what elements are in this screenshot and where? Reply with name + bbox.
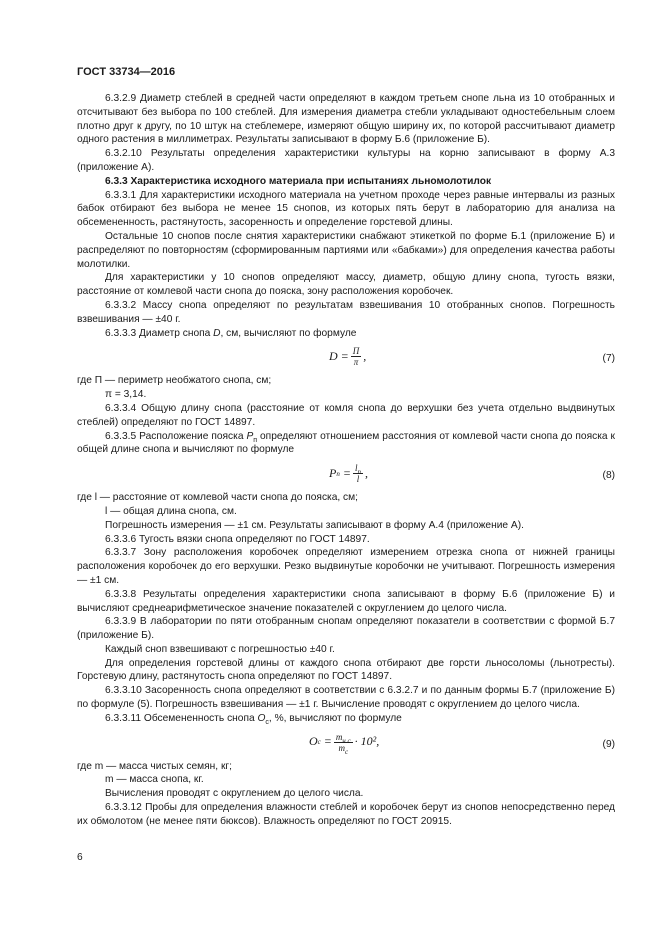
document-body bbox=[77, 92, 615, 829]
paragraph-handful-length: Для определения горстевой длины от каждого снопа отбирают две горсти льносоломы (льнотресты). Горстевую длину, растянутость снопа определяют по ГОСТ 14897. bbox=[77, 657, 615, 683]
formula-9-number: (9) bbox=[602, 738, 615, 750]
clause-6-3-3-4: 6.3.3.4 Общую длину снопа (расстояние от комля снопа до верхушки без учета отдельно выдвинутых стеблей) определяют по ГОСТ 14897. bbox=[77, 402, 615, 428]
clause-6-3-3-8: 6.3.3.8 Результаты определения характеристики снопа записывают в форму Б.6 (приложение Б) и вычисляют среднеарифметическое значение показателей с округлением до целого числа. bbox=[77, 588, 615, 614]
formula-8-number: (8) bbox=[602, 470, 615, 482]
where-8-b: l — общая длина снопа, см. bbox=[105, 505, 237, 517]
formula-7-expression: D = $\frac{П}{\pi}$ , bbox=[329, 346, 367, 368]
paragraph-measurement-error: Погрешность измерения — ±1 см. Результаты записывают в форму А.4 (приложение А). bbox=[105, 519, 524, 531]
formula-7-number: (7) bbox=[602, 353, 615, 365]
clause-6-3-3-1: 6.3.3.1 Для характеристики исходного материала на учетном проходе через равные интервалы из разных бабок отбирают без выбора не менее 15 снопов, из которых пять берут в лабораторию для анализа на обсемененность, растянутость, засоренность и определение горстевой длины. bbox=[77, 189, 615, 229]
page-number: 6 bbox=[77, 852, 83, 863]
clause-6-3-3-3: 6.3.3.3 Диаметр снопа D, см, вычисляют по формуле bbox=[105, 327, 357, 339]
where-8-a: где l — расстояние от комлевой части снопа до пояска, см; bbox=[77, 492, 358, 504]
clause-6-3-3-5: 6.3.3.5 Расположение пояска $P_п$ определяют отношением расстояния от комлевой части снопа до пояска к общей длине снопа и вычисляют по формуле bbox=[77, 430, 615, 456]
paragraph-sheaf-weighing: Каждый сноп взвешивают с погрешностью ±40 г. bbox=[105, 643, 335, 655]
paragraph-characteristics: Для характеристики у 10 снопов определяют массу, диаметр, общую длину снопа, тугость вязки, расстояние от комлевой части снопа до пояска, зону расположения коробочек. bbox=[77, 272, 615, 298]
where-9-b: m — масса снопа, кг. bbox=[105, 774, 204, 786]
formula-9-expression: O с = $\frac{m_{ч.с}}{m_с}$ · 10², bbox=[309, 731, 380, 756]
where-9-a: где m — масса чистых семян, кг; bbox=[77, 760, 232, 772]
clause-6-3-3-9: 6.3.3.9 В лаборатории по пяти отобранным снопам определяют показатели в соответствии с формой Б.7 (приложение Б). bbox=[77, 616, 615, 642]
where-7-a: где П — периметр необжатого снопа, см; bbox=[77, 375, 272, 387]
clause-6-3-3-2: 6.3.3.2 Массу снопа определяют по результатам взвешивания 10 отобранных снопов. Погрешность взвешивания — ±40 г. bbox=[77, 299, 615, 325]
formula-8-expression: P п = $\frac{l_п}{l}$ , bbox=[329, 463, 368, 485]
paragraph-rounding: Вычисления проводят с округлением до целого числа. bbox=[105, 788, 364, 800]
clause-6-3-2-9: 6.3.2.9 Диаметр стеблей в средней части определяют в каждом третьем снопе льна из 10 отобранных и отсчитывают без выбора по 100 стеблей. Для измерения диаметра стебли укладывают одностебельным слоем плотно друг к другу, по 10 штук на стеблемере, измеряют общую ширину их, по которой рассчитывают диаметр одного растения в миллиметрах. Результаты записывают в форму Б.6 (приложение Б). bbox=[77, 93, 615, 146]
where-7-b: π = 3,14. bbox=[105, 389, 147, 401]
formula-7 bbox=[77, 342, 615, 372]
formula-9 bbox=[77, 728, 615, 758]
clause-6-3-3-11: 6.3.3.11 Обсемененность снопа $O_с$, %, вычисляют по формуле bbox=[105, 712, 402, 726]
clause-6-3-3-6: 6.3.3.6 Тугость вязки снопа определяют по ГОСТ 14897. bbox=[105, 533, 370, 545]
clause-6-3-2-10: 6.3.2.10 Результаты определения характеристики культуры на корню записывают в форму А.3 (приложение А). bbox=[77, 148, 615, 173]
clause-6-3-3-7: 6.3.3.7 Зону расположения коробочек определяют измерением отрезка снопа от нижней границы расположения коробочек до его верхушки. Резко выдвинутые коробочки не учитывают. Погрешность измерения — ±1 см. bbox=[77, 547, 615, 586]
clause-6-3-3-10: 6.3.3.10 Засоренность снопа определяют в соответствии с 6.3.2.7 и по данным формы Б.7 (приложение Б) по формуле (5). Погрешность взвешивания — ±1 г. Вычисление проводят с округлением до целого числа. bbox=[77, 685, 615, 711]
formula-8 bbox=[77, 459, 615, 489]
clause-6-3-3-12: 6.3.3.12 Пробы для определения влажности стеблей и коробочек берут из снопов непосредственно перед их обмолотом (не менее пяти бюксов). Влажность определяют по ГОСТ 20915. bbox=[77, 802, 615, 827]
document-header: ГОСТ 33734—2016 bbox=[77, 66, 176, 78]
paragraph-remaining-sheaves: Остальные 10 снопов после снятия характеристики снабжают этикеткой по форме Б.1 (приложение Б) и распределяют по повторностям (сформированным партиями или «бабками») для определения качества работы молотилки. bbox=[77, 230, 615, 270]
section-heading-6-3-3: 6.3.3 Характеристика исходного материала при испытаниях льномолотилок bbox=[105, 175, 492, 187]
